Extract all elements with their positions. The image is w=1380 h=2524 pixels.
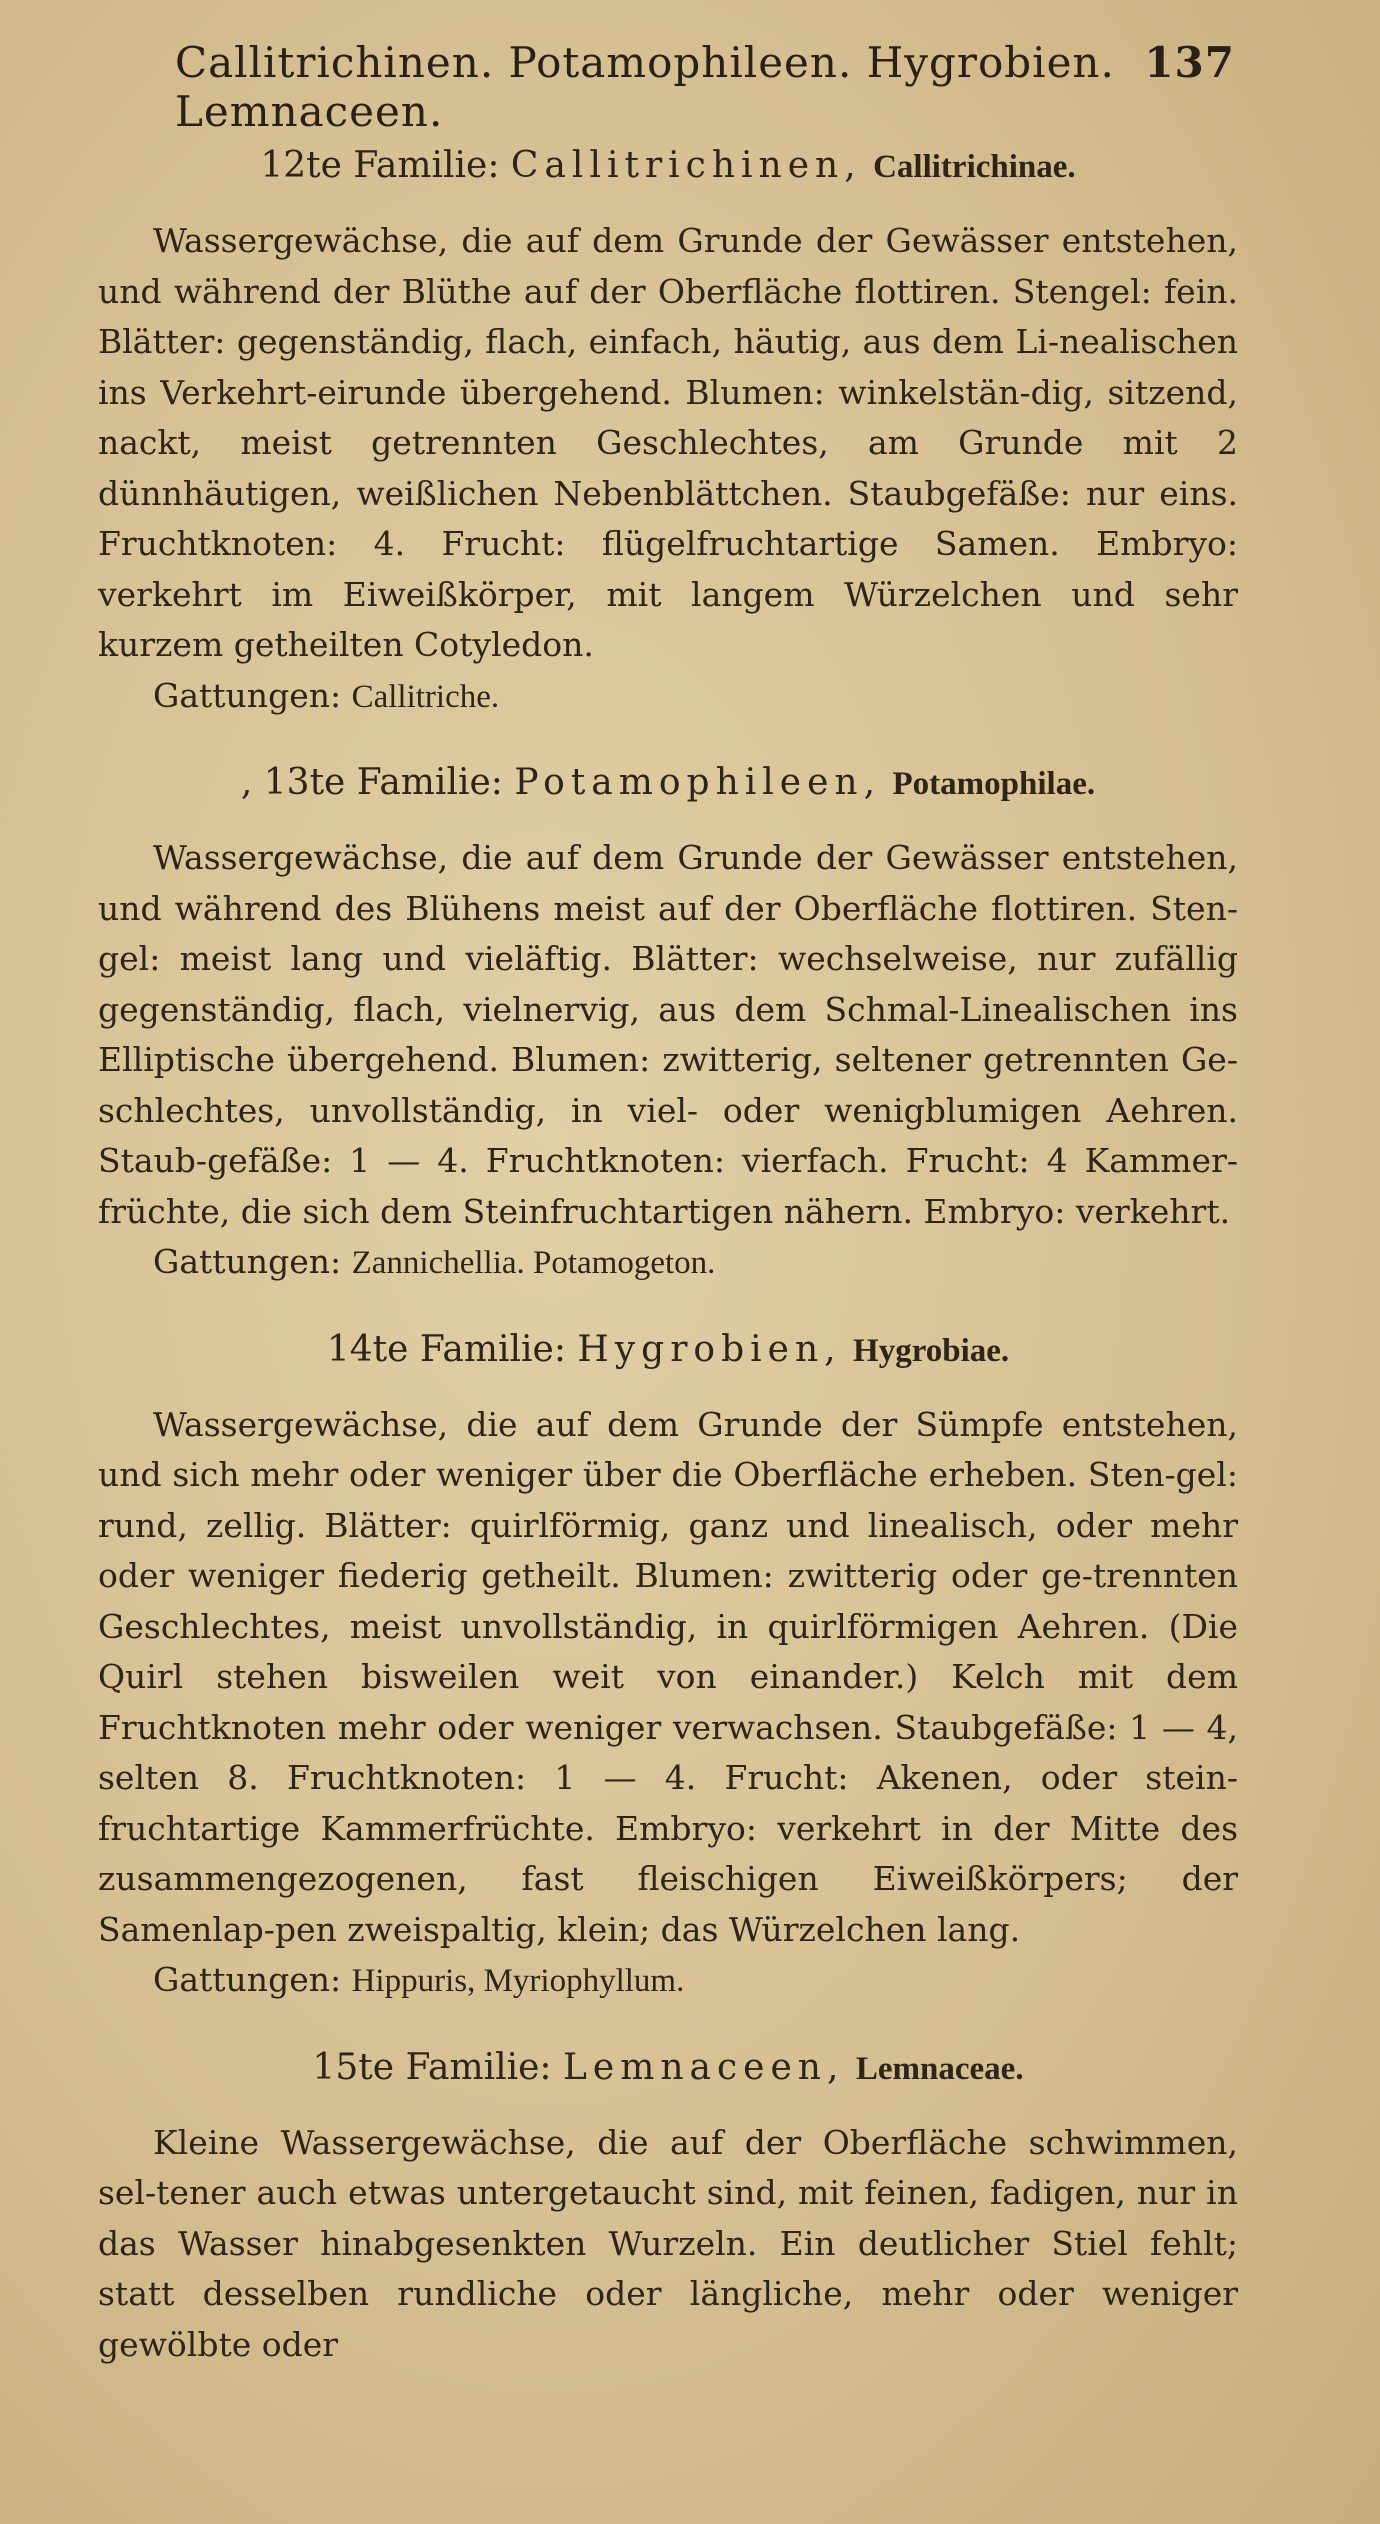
family-description: Wassergewächse, die auf dem Grunde der Gewässer entstehen, und während der Blüthe auf der Oberfläche flottiren. Stengel: fein. Blätter: gegenständig, flach, einfach, häutig, aus dem Li-nealischen ins Verkehrt-eirunde übergehend. Blumen: winkelstän-dig, sitzend, nackt, meist getrennten Geschlechtes, am Grunde mit 2 dünnhäutigen, weißlichen Nebenblättchen. Staubgefäße: nur eins. Fruchtknoten: 4. Frucht: flügelfruchtartige Samen. Embryo: verkehrt im Eiweißkörper, mit langem Würzelchen und sehr kurzem getheilten Cotyledon. <box>98 221 1238 664</box>
heading-prefix: , 13te Familie: <box>240 762 503 803</box>
latin-name: Hygrobiae. <box>853 1332 1010 1369</box>
heading-prefix: 12te Familie: <box>260 145 500 186</box>
family-section-12 <box>98 135 1238 722</box>
genera-list: Hippuris, Myriophyllum. <box>351 1963 685 1999</box>
genera-label: Gattungen: <box>153 1242 342 1281</box>
family-name: Hygrobien, <box>577 1328 842 1370</box>
family-name: Lemnaceen, <box>563 2046 845 2088</box>
genera-label: Gattungen: <box>153 675 342 715</box>
family-description: Kleine Wassergewächse, die auf der Oberfläche schwimmen, sel-tener auch etwas untergetaucht sind, mit feinen, fadigen, nur in das Wasser hinabgesenkten Wurzeln. Ein deutlicher Stiel fehlt; statt desselben rundliche oder längliche, mehr oder weniger gewölbte oder <box>98 2122 1238 2364</box>
running-head <box>175 38 1235 136</box>
genera-line <box>98 671 1238 723</box>
latin-name: Lemnaceae. <box>855 2050 1024 2087</box>
page-body <box>98 135 1238 2370</box>
genera-line <box>98 1237 1238 1289</box>
family-description: Wassergewächse, die auf dem Grunde der Sümpfe entstehen, und sich mehr oder weniger über die Oberfläche erheben. Sten-gel: rund, zellig. Blätter: quirlförmig, ganz und linealisch, oder mehr oder weniger fiederig getheilt. Blumen: zwitterig oder ge-trennten Geschlechtes, meist unvollständig, in quirlförmigen Aehren. (Die Quirl stehen bisweilen weit von einander.) Kelch mit dem Fruchtknoten mehr oder weniger verwachsen. Staubgefäße: 1 — 4, selten 8. Fruchtknoten: 1 — 4. Frucht: Akenen, oder stein-fruchtartige Kammerfrüchte. Embryo: verkehrt in der Mitte des zusammengezogenen, fast fleischigen Eiweißkörpers; der Samenlap-pen zweispaltig, klein; das Würzelchen lang. <box>98 1404 1238 1949</box>
family-heading <box>98 1319 1238 1382</box>
family-section-15 <box>98 2037 1238 2371</box>
genera-label: Gattungen: <box>153 1960 342 1999</box>
family-name: Callitrichinen, <box>510 145 862 186</box>
genera-list: Zannichellia. Potamogeton. <box>351 1245 716 1281</box>
heading-prefix: 14te Familie: <box>326 1328 566 1370</box>
family-heading <box>98 752 1238 815</box>
family-description: Wassergewächse, die auf dem Grunde der Gewässer entstehen, und während des Blühens meist auf der Oberfläche flottiren. Sten-gel: meist lang und vieläftig. Blätter: wechselweise, nur zufällig gegenständig, flach, vielnervig, aus dem Schmal-Linealischen ins Elliptische übergehend. Blumen: zwitterig, seltener getrennten Ge-schlechtes, unvollständig, in viel- oder wenigblumigen Aehren. Staub-gefäße: 1 — 4. Fruchtknoten: vierfach. Frucht: 4 Kammer-früchte, die sich dem Steinfruchtartigen nähern. Embryo: verkehrt. <box>98 838 1238 1231</box>
latin-name: Potamophilae. <box>892 766 1096 802</box>
page-number: 137 <box>1144 38 1235 87</box>
running-title: Callitrichinen. Potamophileen. Hygrobien. Lemnaceen. <box>175 38 1115 136</box>
genera-list: Callitriche. <box>351 678 500 715</box>
genera-line <box>98 1955 1238 2007</box>
latin-name: Callitrichinae. <box>873 149 1076 185</box>
family-name: Potamophileen, <box>514 762 882 803</box>
family-heading <box>98 2037 1238 2100</box>
family-section-13 <box>98 752 1238 1289</box>
family-heading <box>98 135 1238 198</box>
family-section-14 <box>98 1319 1238 2007</box>
heading-prefix: 15te Familie: <box>312 2046 552 2088</box>
